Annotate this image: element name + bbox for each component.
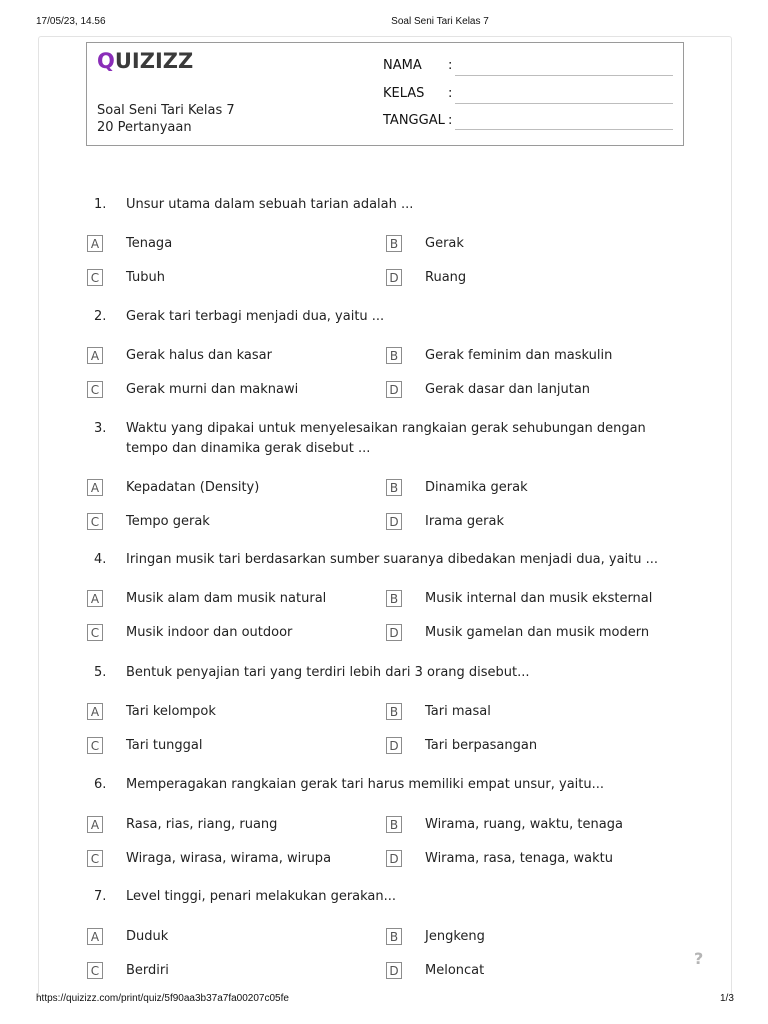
print-datetime: 17/05/23, 14.56 <box>36 16 106 27</box>
date-colon: : <box>448 113 453 128</box>
print-page-number: 1/3 <box>720 993 734 1004</box>
option-text: Gerak dasar dan lanjutan <box>425 382 591 397</box>
name-field[interactable] <box>455 75 673 76</box>
option-letter-box: A <box>87 928 103 945</box>
option-text: Tari kelompok <box>126 704 216 719</box>
name-label: NAMA <box>383 58 422 73</box>
option-text: Jengkeng <box>425 929 485 944</box>
question-number: 6. <box>94 777 107 792</box>
question-text: Gerak tari terbagi menjadi dua, yaitu ... <box>126 309 385 324</box>
question-number: 3. <box>94 421 107 436</box>
option-letter-box: C <box>87 381 103 398</box>
print-header-title: Soal Seni Tari Kelas 7 <box>391 16 489 27</box>
quiz-header-box <box>86 42 684 146</box>
option-letter-box: C <box>87 624 103 641</box>
option-text: Duduk <box>126 929 169 944</box>
option-letter-box: D <box>386 624 402 641</box>
question-text: Level tinggi, penari melakukan gerakan... <box>126 889 397 904</box>
option-letter-box: B <box>386 928 402 945</box>
option-text: Kepadatan (Density) <box>126 480 260 495</box>
option-letter-box: C <box>87 962 103 979</box>
option-letter-box: D <box>386 513 402 530</box>
help-icon[interactable]: ? <box>694 949 704 968</box>
option-letter-box: A <box>87 590 103 607</box>
option-letter-box: D <box>386 850 402 867</box>
option-letter-box: A <box>87 347 103 364</box>
option-text: Gerak murni dan maknawi <box>126 382 299 397</box>
option-letter-box: D <box>386 269 402 286</box>
question-number: 1. <box>94 197 107 212</box>
option-letter-box: C <box>87 737 103 754</box>
option-letter-box: B <box>386 479 402 496</box>
option-text: Ruang <box>425 270 467 285</box>
question-text: Iringan musik tari berdasarkan sumber suaranya dibedakan menjadi dua, yaitu ... <box>126 552 659 567</box>
question-number: 4. <box>94 552 107 567</box>
option-text: Musik indoor dan outdoor <box>126 625 293 640</box>
question-text: Unsur utama dalam sebuah tarian adalah ... <box>126 197 414 212</box>
question-number: 2. <box>94 309 107 324</box>
option-text: Tari masal <box>425 704 491 719</box>
option-text: Dinamika gerak <box>425 480 528 495</box>
option-text: Berdiri <box>126 963 169 978</box>
question-number: 7. <box>94 889 107 904</box>
option-text: Tenaga <box>126 236 173 251</box>
option-text: Tari tunggal <box>126 738 203 753</box>
option-letter-box: B <box>386 703 402 720</box>
option-letter-box: D <box>386 737 402 754</box>
option-text: Wirama, rasa, tenaga, waktu <box>425 851 613 866</box>
option-text: Musik gamelan dan musik modern <box>425 625 650 640</box>
class-colon: : <box>448 86 453 101</box>
option-letter-box: A <box>87 479 103 496</box>
class-field[interactable] <box>455 103 673 104</box>
option-text: Tari berpasangan <box>425 738 538 753</box>
option-text: Wiraga, wirasa, wirama, wirupa <box>126 851 332 866</box>
option-text: Rasa, rias, riang, ruang <box>126 817 278 832</box>
quizizz-logo: QUIZIZZ <box>97 49 194 73</box>
name-colon: : <box>448 58 453 73</box>
option-letter-box: C <box>87 269 103 286</box>
option-text: Irama gerak <box>425 514 504 529</box>
option-text: Musik alam dam musik natural <box>126 591 327 606</box>
class-label: KELAS <box>383 86 425 101</box>
option-text: Tubuh <box>126 270 165 285</box>
quiz-title: Soal Seni Tari Kelas 7 <box>97 103 235 118</box>
date-label: TANGGAL <box>383 113 445 128</box>
print-url: https://quizizz.com/print/quiz/5f90aa3b37a7fa00207c05fe <box>36 993 289 1004</box>
option-letter-box: A <box>87 816 103 833</box>
option-letter-box: A <box>87 703 103 720</box>
question-number: 5. <box>94 665 107 680</box>
option-text: Musik internal dan musik eksternal <box>425 591 653 606</box>
option-letter-box: B <box>386 347 402 364</box>
question-text: Memperagakan rangkaian gerak tari harus memiliki empat unsur, yaitu... <box>126 777 605 792</box>
option-letter-box: A <box>87 235 103 252</box>
option-text: Gerak halus dan kasar <box>126 348 272 363</box>
option-letter-box: B <box>386 235 402 252</box>
option-text: Tempo gerak <box>126 514 210 529</box>
option-text: Wirama, ruang, waktu, tenaga <box>425 817 623 832</box>
option-text: Meloncat <box>425 963 485 978</box>
option-letter-box: D <box>386 381 402 398</box>
question-text: Waktu yang dipakai untuk menyelesaikan rangkaian gerak sehubungan dengan tempo dan dinamika gerak disebut ... <box>126 421 646 456</box>
option-letter-box: C <box>87 850 103 867</box>
quiz-question-count: 20 Pertanyaan <box>97 120 192 135</box>
option-letter-box: D <box>386 962 402 979</box>
option-text: Gerak feminim dan maskulin <box>425 348 613 363</box>
question-text: Bentuk penyajian tari yang terdiri lebih dari 3 orang disebut... <box>126 665 530 680</box>
option-letter-box: B <box>386 816 402 833</box>
option-text: Gerak <box>425 236 464 251</box>
option-letter-box: C <box>87 513 103 530</box>
option-letter-box: B <box>386 590 402 607</box>
date-field[interactable] <box>455 129 673 130</box>
